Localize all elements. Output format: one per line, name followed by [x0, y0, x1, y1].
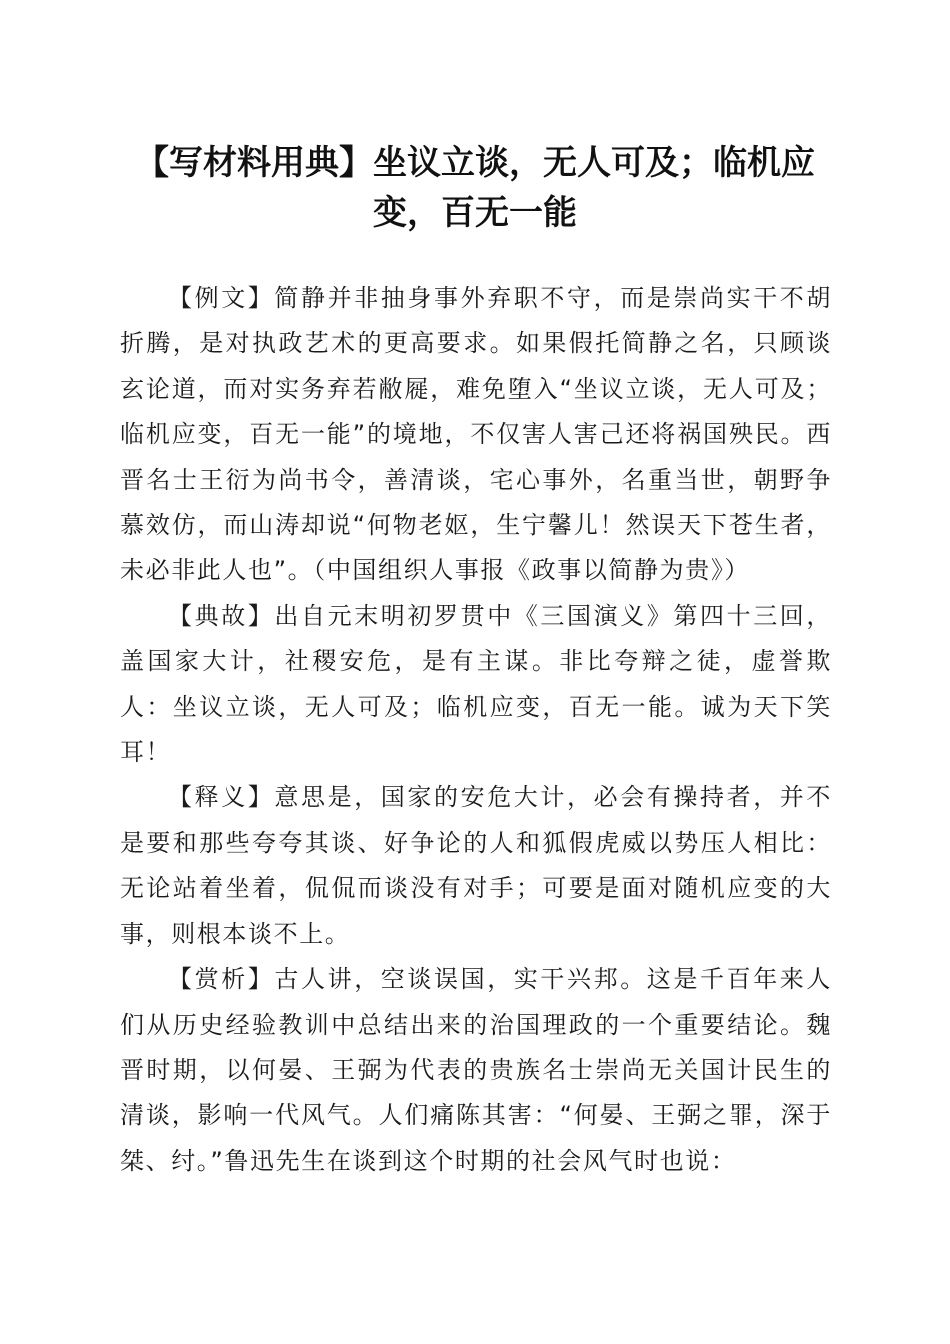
document-title: 【写材料用典】坐议立谈，无人可及；临机应变，百无一能 — [135, 143, 815, 233]
paragraph-meaning: 【释义】意思是，国家的安危大计，必会有操持者，并不是要和那些夸夸其谈、好争论的人和狐假虎威以势压人相比：无论站着坐着，侃侃而谈没有对手；可要是面对随机应变的大事，则根本谈不上。 — [120, 783, 832, 948]
document-body — [120, 276, 832, 1184]
paragraph-example: 【例文】简静并非抽身事外弃职不守，而是崇尚实干不胡折腾，是对执政艺术的更高要求。如果假托简静之名，只顾谈玄论道，而对实务弃若敝屣，难免堕入“坐议立谈，无人可及；临机应变，百无一能”的境地，不仅害人害己还将祸国殃民。西晋名士王衍为尚书令，善清谈，宅心事外，名重当世，朝野争慕效仿，而山涛却说“何物老妪，生宁馨儿！然误天下苍生者，未必非此人也”。（中国组织人事报《政事以简静为贵》） — [120, 284, 832, 585]
paragraph-allusion: 【典故】出自元末明初罗贯中《三国演义》第四十三回，盖国家大计，社稷安危，是有主谋。非比夸辩之徒，虚誉欺人：坐议立谈，无人可及；临机应变，百无一能。诚为天下笑耳！ — [120, 601, 832, 767]
paragraph-appreciation: 【赏析】古人讲，空谈误国，实干兴邦。这是千百年来人们从历史经验教训中总结出来的治国理政的一个重要结论。魏晋时期，以何晏、王弼为代表的贵族名士崇尚无关国计民生的清谈，影响一代风气。人们痛陈其害：“何晏、王弼之罪，深于桀、纣。”鲁迅先生在谈到这个时期的社会风气时也说： — [120, 965, 832, 1175]
